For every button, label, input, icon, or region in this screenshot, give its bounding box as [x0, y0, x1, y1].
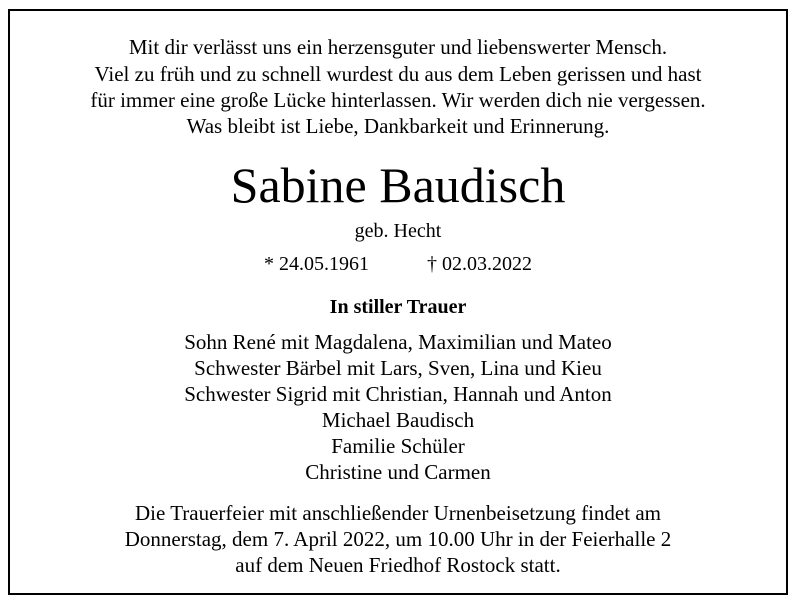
funeral-line: auf dem Neuen Friedhof Rostock statt. — [235, 553, 561, 577]
family-line: Familie Schüler — [331, 434, 465, 458]
family-line: Sohn René mit Magdalena, Maximilian und Mateo — [184, 330, 612, 354]
family-line: Schwester Sigrid mit Christian, Hannah und Anton — [184, 382, 612, 406]
intro-line: Mit dir verlässt uns ein herzensguter und liebenswerter Mensch. — [128, 35, 668, 59]
funeral-line: Die Trauerfeier mit anschließender Urnenbeisetzung findet am — [135, 501, 661, 525]
mourning-heading: In stiller Trauer — [329, 296, 467, 318]
funeral-line: Donnerstag, dem 7. April 2022, um 10.00 Uhr in der Feierhalle 2 — [124, 527, 672, 551]
death-date: † 02.03.2022 — [427, 253, 532, 275]
birth-name: geb. Hecht — [354, 220, 442, 242]
deceased-name: Sabine Baudisch — [230, 157, 566, 213]
intro-line: für immer eine große Lücke hinterlassen. Wir werden dich nie vergessen. — [90, 88, 706, 112]
intro-line: Was bleibt ist Liebe, Dankbarkeit und Erinnerung. — [186, 114, 610, 138]
family-line: Michael Baudisch — [321, 408, 475, 432]
life-dates — [10, 252, 786, 276]
family-line: Christine und Carmen — [305, 460, 491, 484]
obituary-notice — [8, 9, 788, 595]
family-line: Schwester Bärbel mit Lars, Sven, Lina und Kieu — [194, 356, 602, 380]
intro-line: Viel zu früh und zu schnell wurdest du aus dem Leben gerissen und hast — [94, 62, 702, 86]
birth-date: * 24.05.1961 — [264, 253, 369, 275]
